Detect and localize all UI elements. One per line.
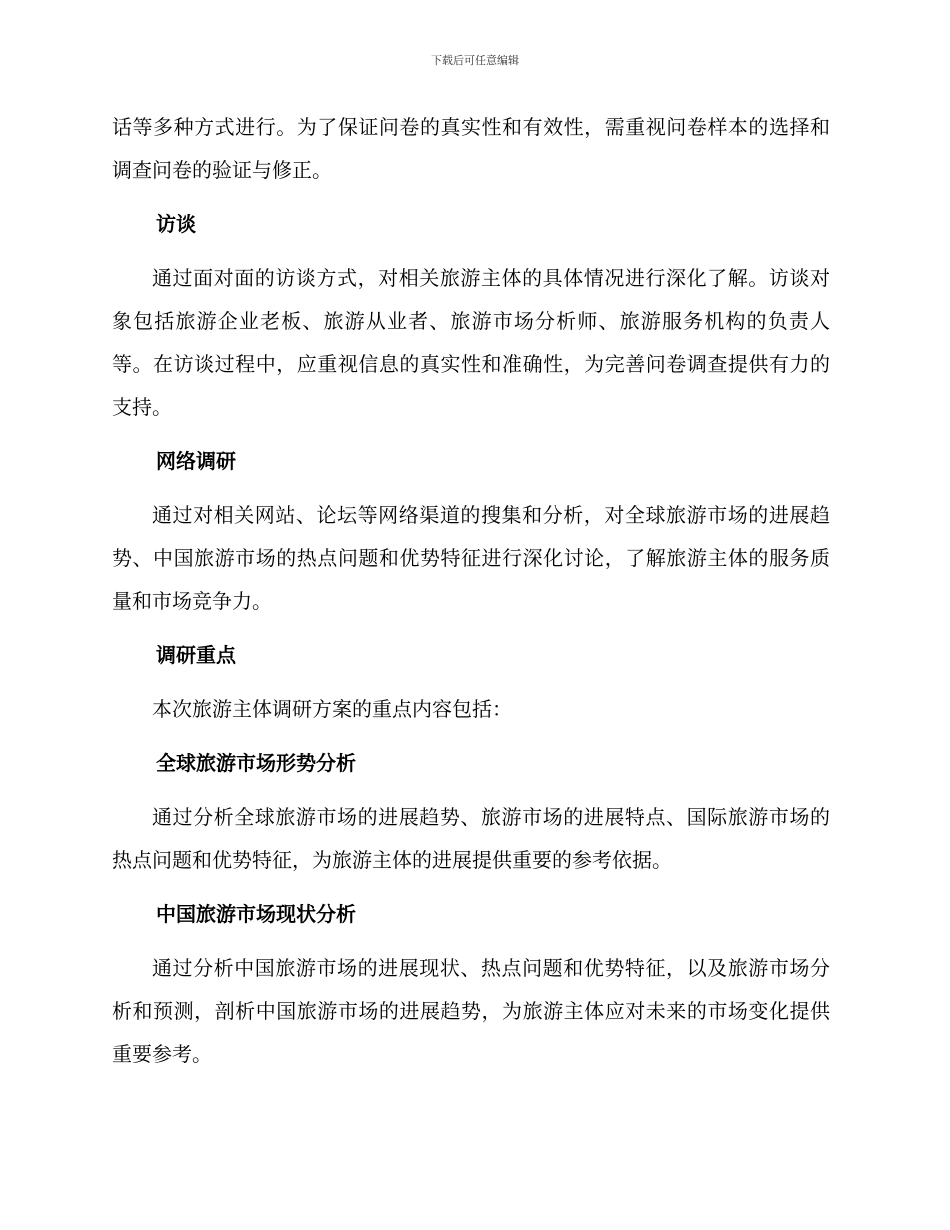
document-body	[112, 106, 830, 1076]
heading-interview: 访谈	[156, 212, 196, 236]
paragraph-interview: 通过面对面的访谈方式，对相关旅游主体的具体情况进行深化了解。访谈对象包括旅游企业老板、旅游从业者、旅游市场分析师、旅游服务机构的负责人等。在访谈过程中，应重视信息的真实性和准确性，为完善问卷调查提供有力的支持。	[112, 266, 830, 419]
paragraph-china-market-analysis: 通过分析中国旅游市场的进展现状、热点问题和优势特征，以及旅游市场分析和预测，剖析中国旅游市场的进展趋势，为旅游主体应对未来的市场变化提供重要参考。	[112, 956, 830, 1066]
heading-global-market-analysis: 全球旅游市场形势分析	[156, 751, 356, 775]
heading-research-focus: 调研重点	[156, 643, 236, 667]
heading-china-market-analysis: 中国旅游市场现状分析	[156, 902, 356, 926]
paragraph-online-research: 通过对相关网站、论坛等网络渠道的搜集和分析，对全球旅游市场的进展趋势、中国旅游市场的热点问题和优势特征进行深化讨论，了解旅游主体的服务质量和市场竞争力。	[112, 503, 830, 613]
paragraph-survey-continuation: 话等多种方式进行。为了保证问卷的真实性和有效性，需重视问卷样本的选择和调查问卷的验证与修正。	[112, 115, 830, 182]
paragraph-global-market-analysis: 通过分析全球旅游市场的进展趋势、旅游市场的进展特点、国际旅游市场的热点问题和优势特征，为旅游主体的进展提供重要的参考依据。	[112, 805, 830, 872]
heading-online-research: 网络调研	[156, 449, 236, 473]
page-header-note: 下载后可任意编辑	[431, 54, 519, 67]
paragraph-research-focus-intro: 本次旅游主体调研方案的重点内容包括：	[152, 697, 512, 721]
